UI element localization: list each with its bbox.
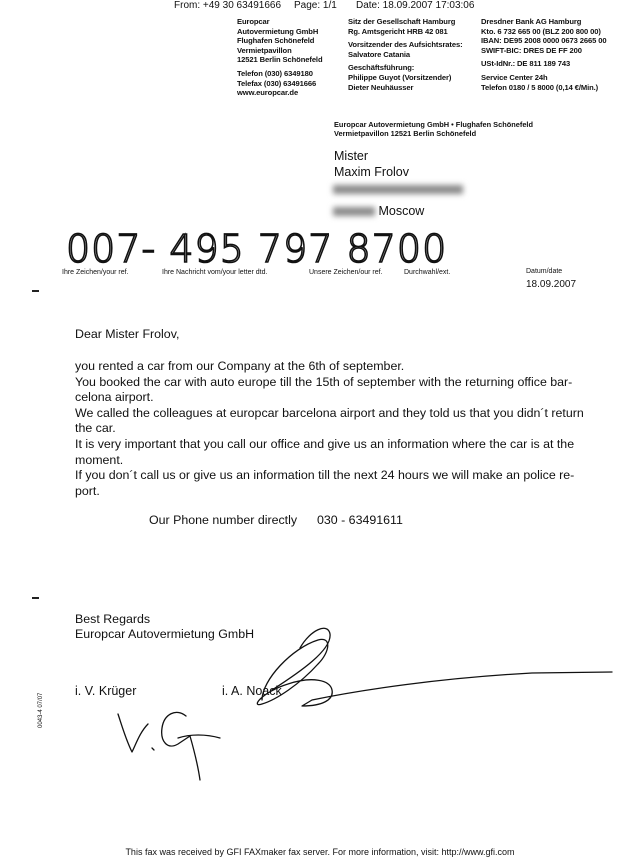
ref-your-ref: Ihre Zeichen/your ref. xyxy=(62,269,129,276)
letterhead-line: Service Center 24h xyxy=(481,72,548,82)
body-line: celona airport. xyxy=(75,390,154,405)
ref-your-letter: Ihre Nachricht vom/your letter dtd. xyxy=(162,269,268,276)
body-line: moment. xyxy=(75,452,124,467)
body-line: You booked the car with auto europe till the 15th of september with the returning office bar- xyxy=(75,374,573,389)
signer-1: i. V. Krüger xyxy=(75,684,137,698)
form-code: 0043-4 07/07 xyxy=(38,692,44,728)
body-line: the car. xyxy=(75,421,116,436)
letterhead-line: Flughafen Schönefeld xyxy=(237,36,315,46)
letterhead-line: Dresdner Bank AG Hamburg xyxy=(481,17,582,26)
letterhead-line: Kto. 6 732 665 00 (BLZ 200 800 00) xyxy=(481,26,601,36)
krueger-signature-dot xyxy=(152,748,154,750)
body-line: port. xyxy=(75,483,100,498)
fax-page: Page: 1/1 xyxy=(294,0,337,11)
krueger-signature-tail xyxy=(178,735,220,738)
body-line: If you don´t call us or give us an information till the next 24 hours we will make an police re- xyxy=(75,468,575,483)
letterhead-line: Telefax (030) 63491666 xyxy=(237,78,317,88)
letterhead-line: Philippe Guyot (Vorsitzender) xyxy=(348,72,452,82)
closing-company: Europcar Autovermietung GmbH xyxy=(75,627,255,641)
closing: Best Regards xyxy=(75,612,151,626)
letterhead-line: www.europcar.de xyxy=(237,88,299,98)
phone-label: Our Phone number directly xyxy=(149,513,298,527)
fax-from: From: +49 30 63491666 xyxy=(174,0,282,11)
letterhead-line: Vermietpavillon xyxy=(237,45,292,55)
sender-line-2: Vermietpavillon 12521 Berlin Schönefeld xyxy=(334,129,477,138)
letterhead-line: Rg. Amtsgericht HRB 42 081 xyxy=(348,26,448,36)
letterhead-line: Telefon (030) 6349180 xyxy=(237,68,313,78)
letterhead-line: Vorsitzender des Aufsichtsrates: xyxy=(348,40,463,50)
salutation: Dear Mister Frolov, xyxy=(75,327,180,341)
recipient-city: Moscow xyxy=(378,204,425,218)
handwritten-phone-text: 007- 495 797 8700 xyxy=(66,227,448,271)
ref-our-ref: Unsere Zeichen/our ref. xyxy=(309,269,383,276)
letterhead-line: Autovermietung GmbH xyxy=(237,26,319,36)
ref-date-value: 18.09.2007 xyxy=(526,279,577,290)
letterhead-line: Telefon 0180 / 5 8000 (0,14 €/Min.) xyxy=(481,82,599,92)
sender-line-1: Europcar Autovermietung GmbH • Flughafen Schönefeld xyxy=(334,120,534,129)
krueger-signature-g xyxy=(162,712,200,780)
recipient-name: Maxim Frolov xyxy=(334,165,410,179)
body-line: you rented a car from our Company at the 6th of september. xyxy=(75,359,405,373)
letterhead-line: SWIFT-BIC: DRES DE FF 200 xyxy=(481,45,582,55)
letterhead-line: USt-IdNr.: DE 811 189 743 xyxy=(481,59,571,69)
body-line: It is very important that you call our office and give us an information where the car is at the xyxy=(75,436,575,451)
letterhead-line: Europcar xyxy=(237,17,270,26)
fax-date: Date: 18.09.2007 17:03:06 xyxy=(356,0,475,11)
signer-2: i. A. Noack xyxy=(222,684,282,698)
letterhead-line: Dieter Neuhäusser xyxy=(348,82,414,92)
letterhead-line: Geschäftsführung: xyxy=(348,63,415,73)
body-line: We called the colleagues at europcar barcelona airport and they told us that you didn´t return xyxy=(75,405,584,420)
ref-direct: Durchwahl/ext. xyxy=(404,269,451,276)
letterhead-line: Sitz der Gesellschaft Hamburg xyxy=(348,17,456,26)
letterhead-line: 12521 Berlin Schönefeld xyxy=(237,55,323,65)
recipient-title: Mister xyxy=(334,149,369,163)
letterhead-line: Salvatore Catania xyxy=(348,49,411,59)
noack-signature xyxy=(257,639,612,706)
phone-value: 030 - 63491611 xyxy=(317,513,403,527)
ref-date-label: Datum/date xyxy=(526,268,563,275)
letterhead-line: IBAN: DE95 2008 0000 0673 2665 00 xyxy=(481,36,607,46)
krueger-signature-v xyxy=(118,714,148,752)
fax-footer: This fax was received by GFI FAXmaker fax server. For more information, visit: http://www.gfi.com xyxy=(125,847,515,857)
